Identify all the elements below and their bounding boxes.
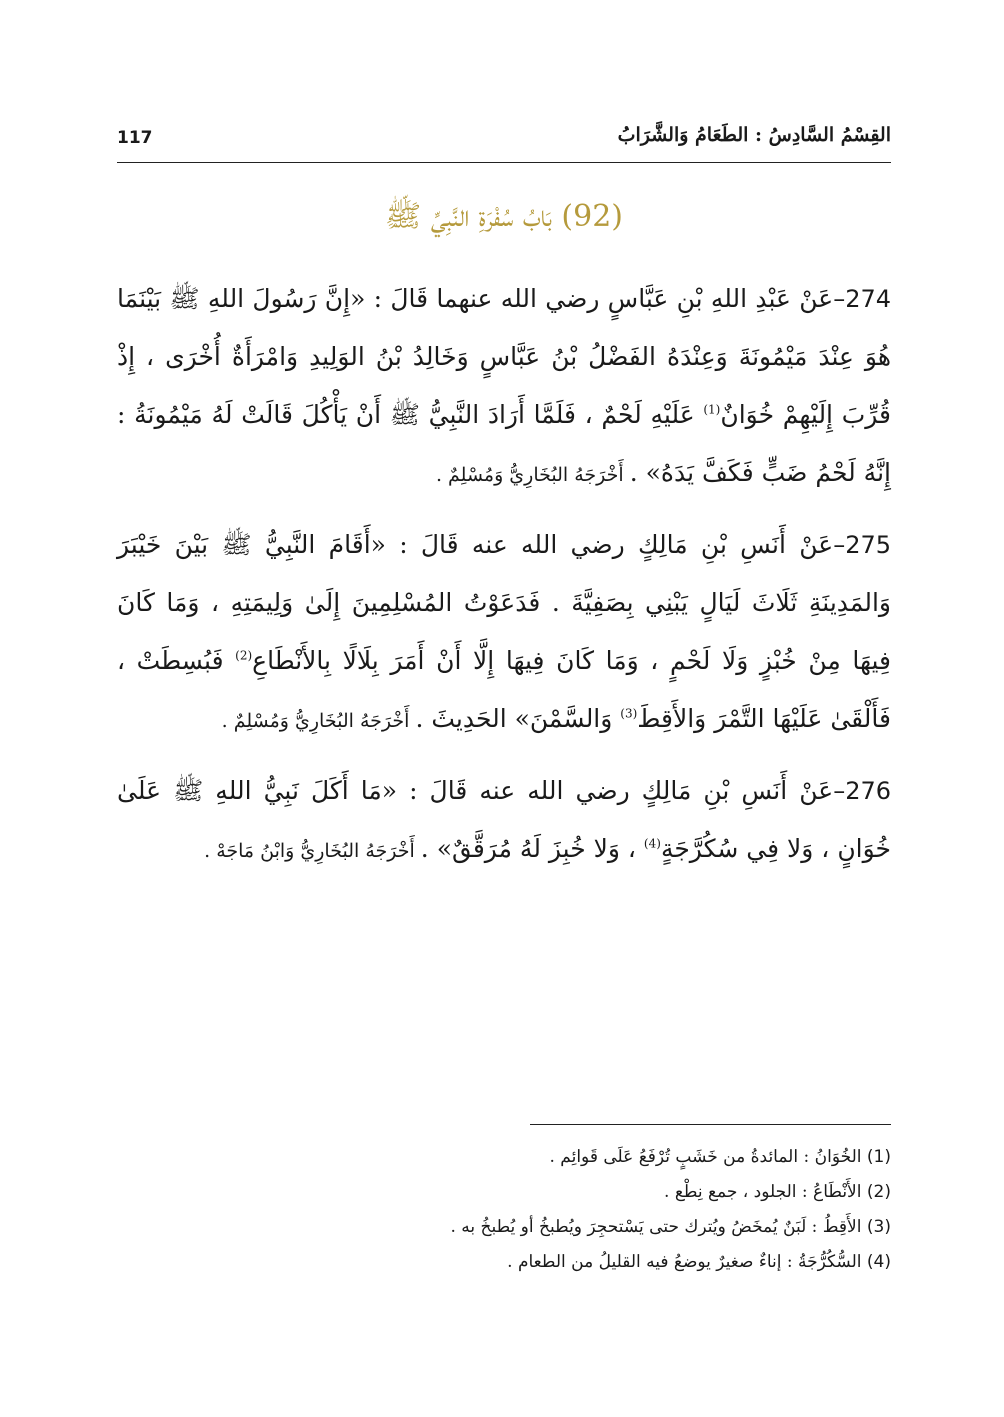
hadith-text: ، وَلا خُبِزَ لَهُ مُرَقَّقٌ» . [420, 834, 644, 863]
page-number: 117 [117, 128, 153, 148]
hadith-274 [117, 270, 891, 504]
footnote-ref[interactable]: (3) [620, 706, 638, 721]
hadith-number: 274– [833, 285, 891, 313]
hadith-source: أَخْرَجَهُ البُخَارِيُّ وَمُسْلِمٌ . [435, 464, 630, 486]
footnote-divider [530, 1124, 891, 1125]
hadith-source: أَخْرَجَهُ البُخَارِيُّ وَابْنُ مَاجَهْ . [204, 840, 421, 862]
hadith-number: 276– [833, 777, 891, 805]
footnote-ref[interactable]: (4) [643, 836, 661, 851]
footnote-text: الأَنْطَاعُ : الجلود ، جمع نِطْع . [664, 1182, 867, 1202]
footnote-number: (3) [866, 1217, 891, 1237]
running-title: القِسْمُ السَّادِسُ : الطَعَامُ وَالشَّرَابُ [617, 124, 891, 146]
footnote-2 [117, 1175, 891, 1210]
hadith-text: عَنْ أَنَسِ بْنِ مَالِكٍ رضي الله عنه قَالَ : «مَا أَكَلَ نَبِيُّ اللهِ ﷺ عَلَىٰ خُوَانٍ ، وَلا فِي سُكُرَّجَةٍ [117, 776, 891, 863]
footnote-text: الخُوَانُ : المائدةُ من خَشَبٍ تُرْفَعُ عَلَى قَوائِم . [549, 1147, 867, 1167]
hadith-body [117, 270, 891, 892]
hadith-text: عَلَيْهِ لَحْمٌ ، فَلَمَّا أَرَادَ النَّبِيُّ ﷺ أَنْ يَأْكُلَ قَالَتْ لَهُ مَيْمُونَةُ : إِنَّهُ لَحْمُ ضَبٍّ فَكَفَّ يَدَهُ» . [117, 400, 891, 487]
footnote-ref[interactable]: (2) [235, 648, 253, 663]
footnote-number: (2) [866, 1182, 891, 1202]
hadith-text: فَبُسِطَتْ ، فَأَلْقَىٰ عَلَيْهَا التَّمْرَ وَالأَقِطَ [117, 646, 891, 733]
footnote-text: الأَقِطُ : لَبَنٌ يُمخَضُ ويُترك حتى يَسْتحجِرَ ويُطبخُ أو يُطبخُ به . [450, 1217, 867, 1237]
footnote-ref[interactable]: (1) [703, 402, 721, 417]
footnote-4 [117, 1245, 891, 1280]
footnote-number: (1) [866, 1147, 891, 1167]
footnotes [117, 1140, 891, 1280]
page-header [117, 118, 891, 163]
hadith-276 [117, 762, 891, 880]
footnote-text: السُّكُرُّجَةُ : إناءٌ صغيرٌ يوضعُ فيه القليلُ من الطعام . [507, 1252, 867, 1272]
hadith-text: عَنْ عَبْدِ اللهِ بْنِ عَبَّاسٍ رضي الله عنهما قَالَ : «إِنَّ رَسُولَ اللهِ ﷺ بَيْنَمَا هُوَ عِنْدَ مَيْمُونَةَ وَعِنْدَهُ الفَضْلُ بْنُ عَبَّاسٍ وَخَالِدُ بْنُ الوَلِيدِ وَامْرَأَةٌ أُخْرَى ، إِذْ قُرِّبَ إِلَيْهِمْ خُوَانٌ [117, 284, 891, 429]
hadith-275 [117, 516, 891, 750]
footnote-number: (4) [866, 1252, 891, 1272]
hadith-source: أَخْرَجَهُ البُخَارِيُّ وَمُسْلِمٌ . [221, 710, 416, 732]
chapter-title: (92) بَابُ سُفْرَةِ النَّبِيِّ ﷺ [384, 199, 624, 234]
hadith-text: وَالسَّمْنَ» الحَدِيثَ . [415, 704, 621, 733]
footnote-3 [117, 1210, 891, 1245]
footnote-1 [117, 1140, 891, 1175]
hadith-text: عَنْ أَنَسِ بْنِ مَالِكٍ رضي الله عنه قَالَ : «أَقَامَ النَّبِيُّ ﷺ بَيْنَ خَيْبَرَ وَالمَدِينَةِ ثَلَاثَ لَيَالٍ يَبْنِي بِصَفِيَّةَ . فَدَعَوْتُ المُسْلِمِينَ إِلَىٰ وَلِيمَتِهِ ، وَمَا كَانَ فِيهَا مِنْ خُبْزٍ وَلَا لَحْمٍ ، وَمَا كَانَ فِيهَا إِلَّا أَنْ أَمَرَ بِلَالًا بِالأَنْطَاعِ [117, 530, 891, 675]
hadith-number: 275– [833, 531, 891, 559]
